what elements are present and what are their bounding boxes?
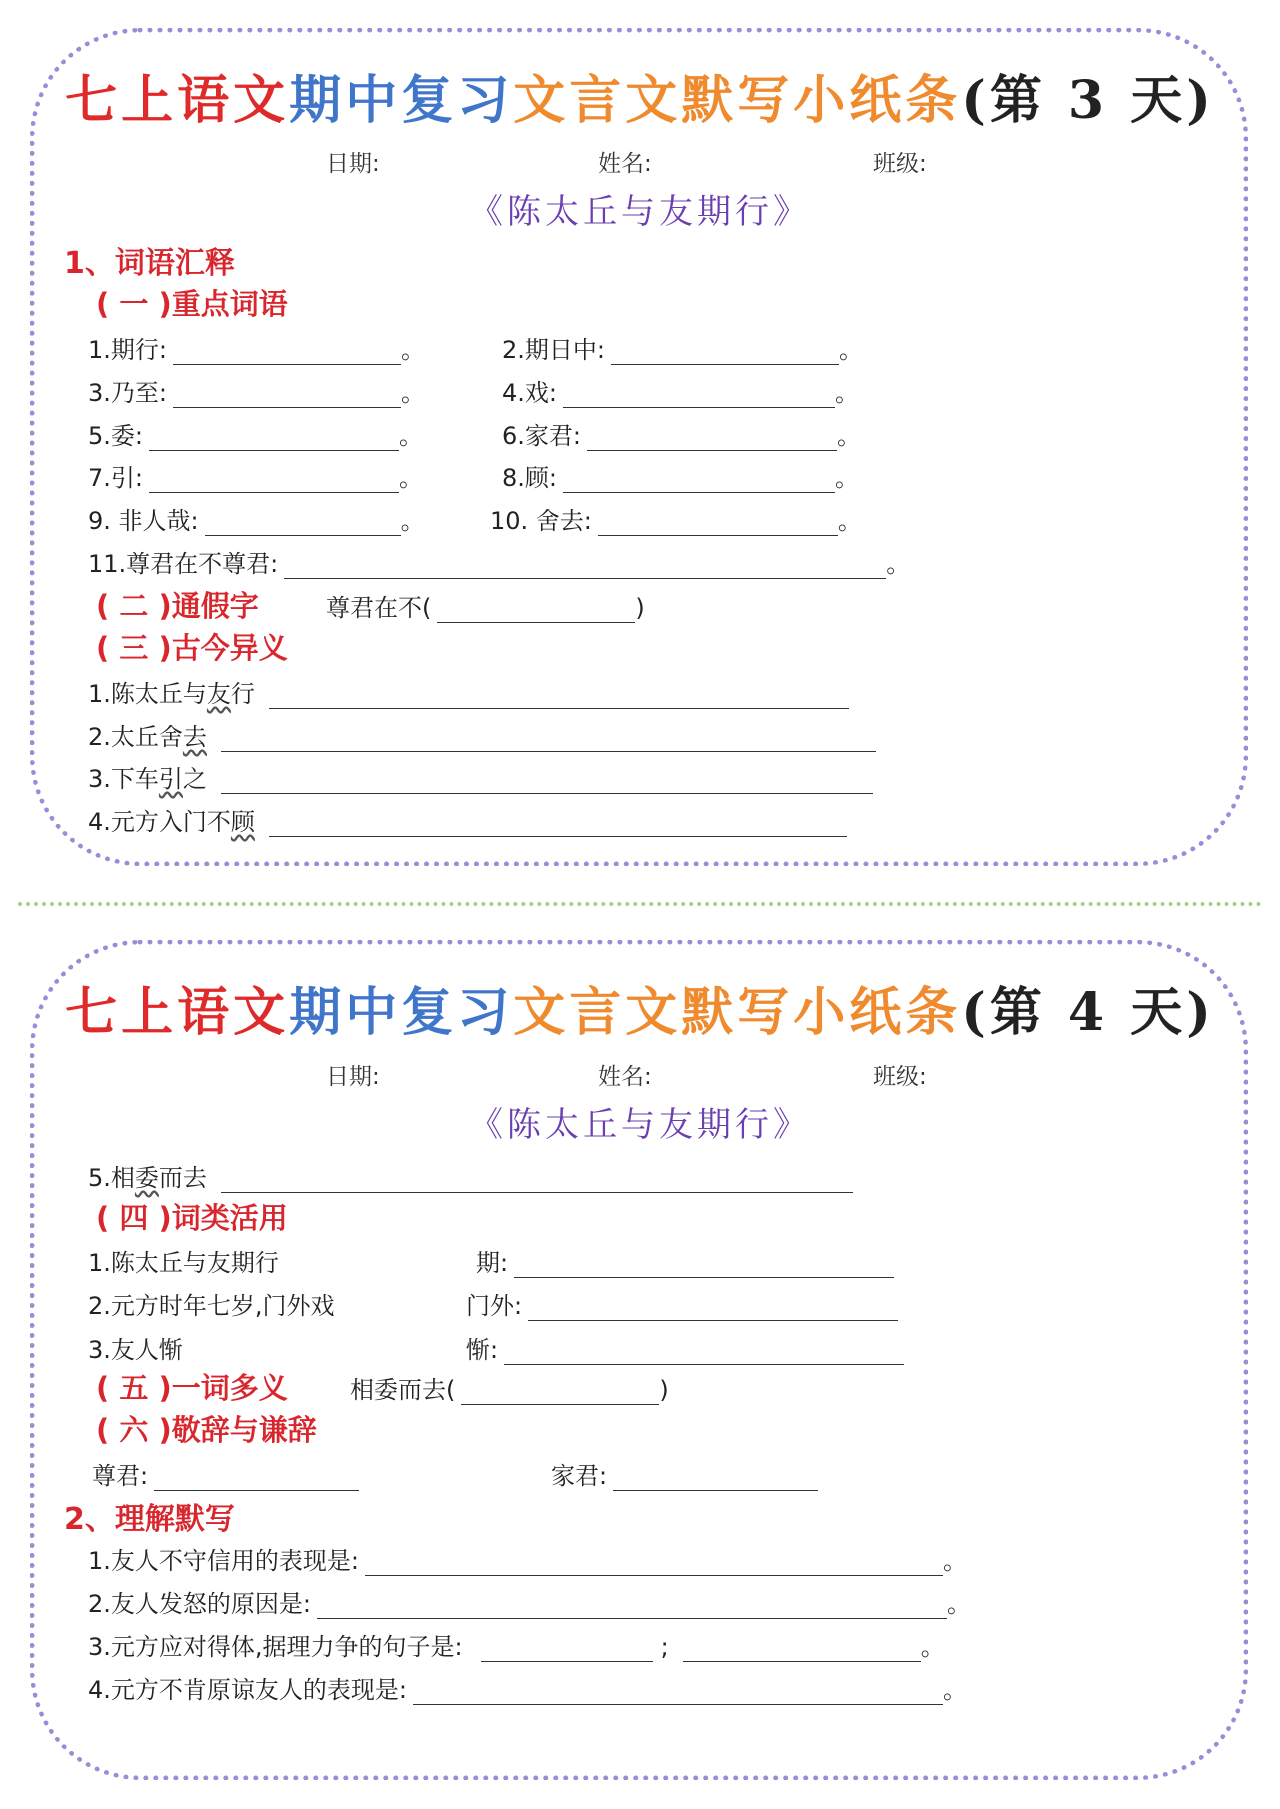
answer-blank[interactable]	[205, 513, 401, 536]
card1-title	[0, 58, 1280, 133]
word-item-6: 6.家君: 。	[502, 422, 861, 450]
answer-blank[interactable]	[269, 686, 849, 709]
answer-blank[interactable]	[683, 1639, 921, 1662]
answer-blank[interactable]	[221, 729, 876, 752]
answer-blank[interactable]	[461, 1382, 659, 1405]
card2-sub-cilei: ( 四 )词类活用	[96, 1201, 288, 1235]
card1-name-label: 姓名:	[598, 151, 652, 177]
usage-word-3: 惭:	[466, 1330, 904, 1365]
question-4: 4.元方不肯原谅友人的表现是: 。	[88, 1676, 967, 1704]
card2-sub-jingci: ( 六 )敬辞与谦辞	[96, 1413, 317, 1447]
answer-blank[interactable]	[221, 1170, 853, 1193]
answer-blank[interactable]	[613, 1468, 818, 1491]
answer-blank[interactable]	[173, 385, 401, 408]
card1-class-label: 班级:	[873, 151, 927, 177]
ancient-item-5: 5.相委而去	[88, 1158, 853, 1193]
word-item-7: 7.引: 。	[88, 464, 423, 492]
word-item-3: 3.乃至: 。	[88, 379, 425, 407]
ancient-item-4: 4.元方入门不顾	[88, 802, 847, 837]
card2-title-red: 七上语文	[65, 982, 290, 1043]
question-1: 1.友人不守信用的表现是: 。	[88, 1547, 967, 1575]
answer-blank[interactable]	[528, 1298, 898, 1321]
card1-title-day: (第 3 天)	[961, 70, 1215, 131]
answer-blank[interactable]	[173, 342, 401, 365]
card1-sub-tongjia: ( 二 )通假字	[96, 589, 259, 623]
ancient-item-3: 3.下车引之	[88, 759, 873, 794]
ancient-item-1: 1.陈太丘与友行	[88, 674, 849, 709]
card2-sub-duoyi: ( 五 )一词多义	[96, 1371, 288, 1405]
card1-title-blue: 期中复习	[289, 70, 514, 131]
answer-blank[interactable]	[221, 771, 873, 794]
answer-blank[interactable]	[154, 1468, 359, 1491]
word-item-11: 11.尊君在不尊君: 。	[88, 550, 911, 578]
answer-blank[interactable]	[563, 385, 835, 408]
card-divider	[18, 902, 1262, 906]
word-item-10: 10. 舍去: 。	[490, 507, 862, 535]
card2-title-orange: 文言文默写小纸条	[513, 982, 962, 1043]
word-item-8: 8.顾: 。	[502, 464, 859, 492]
usage-sentence-1: 1.陈太丘与友期行	[88, 1249, 279, 1277]
honor-item-1: 尊君:	[92, 1456, 359, 1491]
answer-blank[interactable]	[269, 814, 847, 837]
card1-title-orange: 文言文默写小纸条	[513, 70, 962, 131]
usage-word-2: 门外:	[466, 1286, 898, 1321]
answer-blank[interactable]	[481, 1639, 653, 1662]
card1-poem-title: 《陈太丘与友期行》	[469, 192, 811, 232]
card2-poem-title: 《陈太丘与友期行》	[469, 1105, 811, 1145]
card1-sub-keywords: ( 一 )重点词语	[96, 287, 288, 321]
answer-blank[interactable]	[437, 600, 635, 623]
card2-date-label: 日期:	[326, 1064, 380, 1090]
card2-title-blue: 期中复习	[289, 982, 514, 1043]
answer-blank[interactable]	[149, 470, 399, 493]
word-item-9: 9. 非人哉: 。	[88, 507, 425, 535]
word-item-2: 2.期日中: 。	[502, 336, 863, 364]
card2-section-dictation: 2、理解默写	[64, 1502, 235, 1537]
card2-title	[0, 970, 1280, 1045]
usage-sentence-3: 3.友人惭	[88, 1336, 183, 1364]
card2-class-label: 班级:	[873, 1064, 927, 1090]
answer-blank[interactable]	[149, 428, 399, 451]
ancient-item-2: 2.太丘舍去	[88, 717, 876, 752]
card1-title-red: 七上语文	[65, 70, 290, 131]
card2-name-label: 姓名:	[598, 1064, 652, 1090]
word-item-5: 5.委: 。	[88, 422, 423, 450]
answer-blank[interactable]	[598, 513, 838, 536]
answer-blank[interactable]	[587, 428, 837, 451]
answer-blank[interactable]	[563, 470, 835, 493]
question-2: 2.友人发怒的原因是: 。	[88, 1590, 971, 1618]
answer-blank[interactable]	[611, 342, 839, 365]
usage-sentence-2: 2.元方时年七岁,门外戏	[88, 1292, 335, 1320]
tongjia-item: 尊君在不( )	[326, 594, 645, 622]
card2-title-day: (第 4 天)	[961, 982, 1215, 1043]
question-3: 3.元方应对得体,据理力争的句子是: ; 。	[88, 1633, 945, 1661]
answer-blank[interactable]	[317, 1596, 947, 1619]
answer-blank[interactable]	[284, 556, 886, 579]
usage-word-1: 期:	[476, 1243, 894, 1278]
duoyi-item: 相委而去( )	[350, 1376, 669, 1404]
answer-blank[interactable]	[514, 1255, 894, 1278]
word-item-1: 1.期行: 。	[88, 336, 425, 364]
card1-sub-gujin: ( 三 )古今异义	[96, 631, 288, 665]
answer-blank[interactable]	[413, 1682, 943, 1705]
card1-date-label: 日期:	[326, 151, 380, 177]
answer-blank[interactable]	[504, 1342, 904, 1365]
answer-blank[interactable]	[365, 1553, 943, 1576]
card1-section-vocab: 1、词语汇释	[64, 246, 235, 281]
word-item-4: 4.戏: 。	[502, 379, 859, 407]
honor-item-2: 家君:	[551, 1456, 818, 1491]
